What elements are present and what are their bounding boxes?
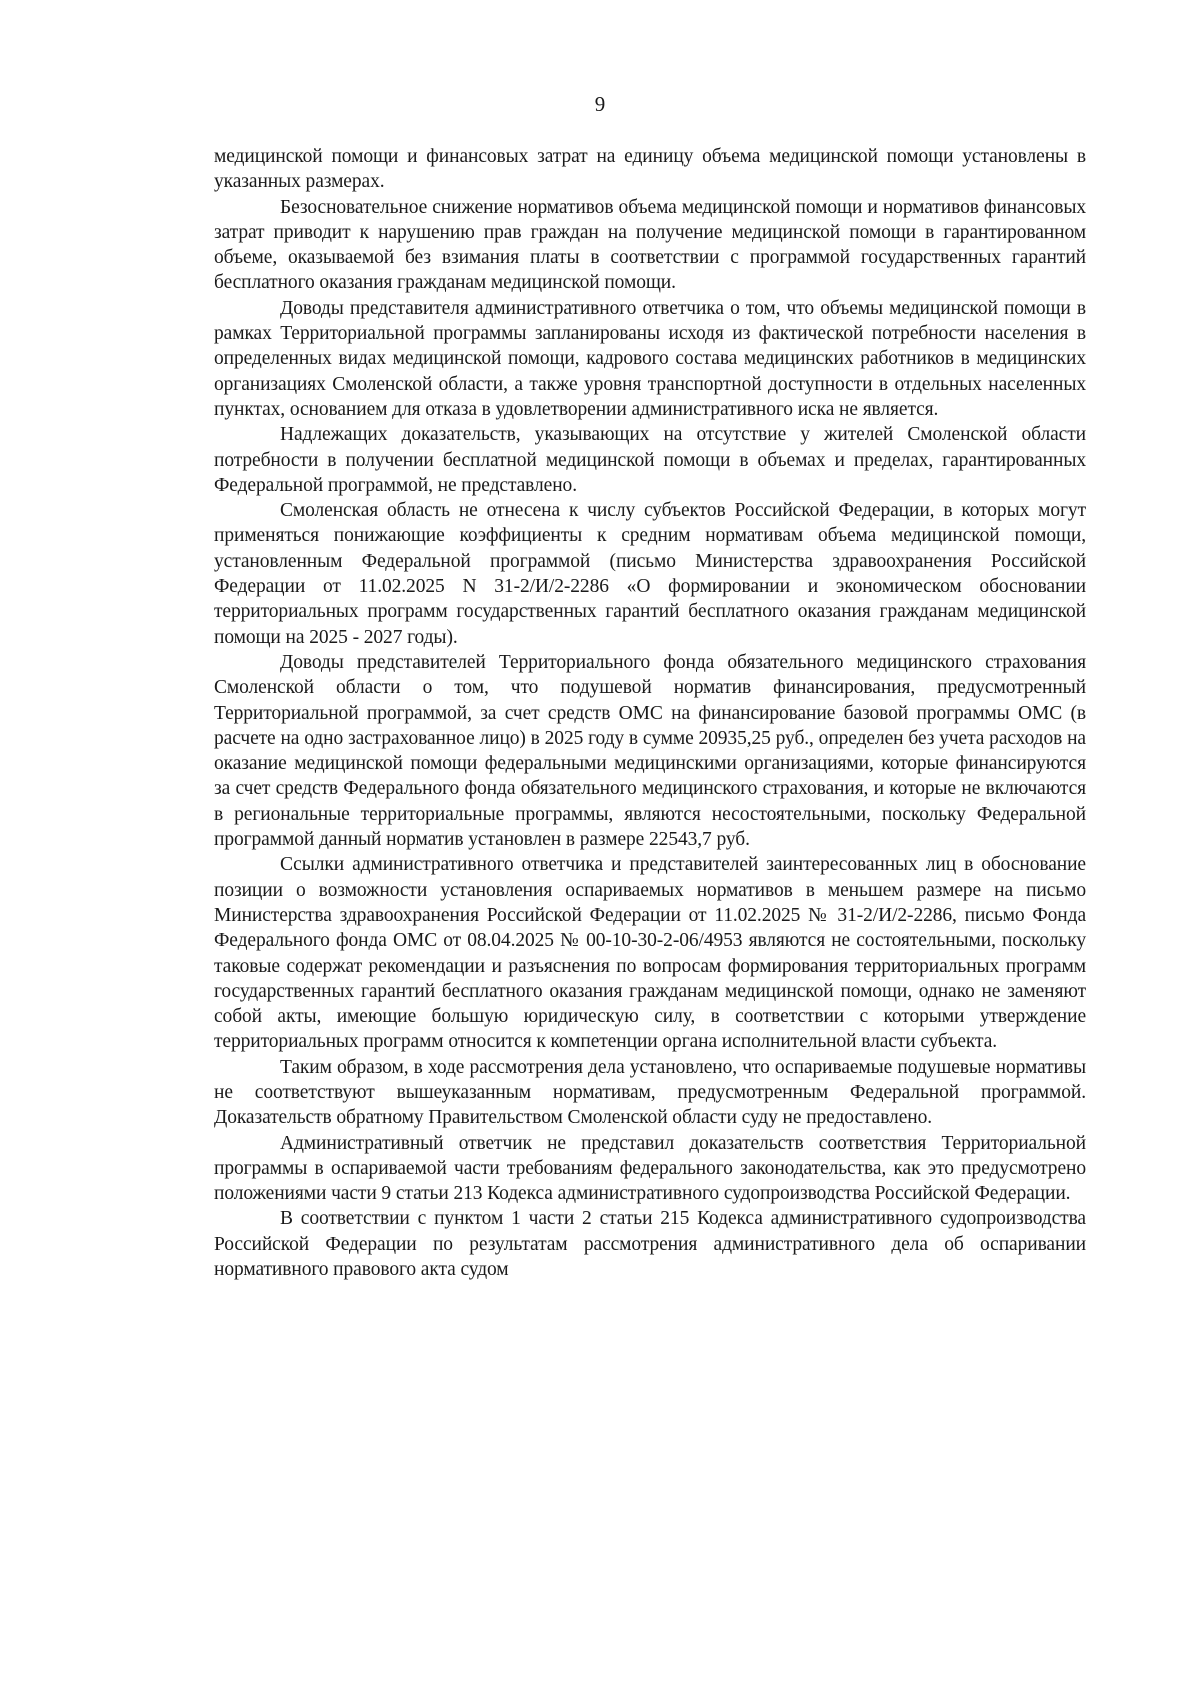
paragraph: Безосновательное снижение нормативов объема медицинской помощи и нормативов финансовых затрат приводит к нарушению прав граждан на получение медицинской помощи в гарантированном объеме, оказываемой без взимания платы в соответствии с программой государственных гарантий бесплатного оказания гражданам медицинской помощи.: [214, 196, 1086, 294]
paragraph: Административный ответчик не представил доказательств соответствия Территориальной программы в оспариваемой части требованиям федерального законодательства, как это предусмотрено положениями части 9 статьи 213 Кодекса административного судопроизводства Российской Федерации.: [214, 1132, 1086, 1205]
paragraph: Таким образом, в ходе рассмотрения дела установлено, что оспариваемые подушевые нормативы не соответствуют вышеуказанным нормативам, предусмотренным Федеральной программой. Доказательств обратному Правительством Смоленской области суду не предоставлено.: [214, 1056, 1086, 1129]
paragraph: Доводы представителя административного ответчика о том, что объемы медицинской помощи в рамках Территориальной программы запланированы исходя из фактической потребности населения в определенных видах медицинской помощи, кадрового состава медицинских работников в медицинских организациях Смоленской области, а также уровня транспортной доступности в отдельных населенных пунктах, основанием для отказа в удовлетворении административного иска не является.: [214, 297, 1086, 420]
paragraph-continued: медицинской помощи и финансовых затрат на единицу объема медицинской помощи установлены в указанных размерах.: [214, 146, 1086, 193]
paragraph: Доводы представителей Территориального фонда обязательного медицинского страхования Смоленской области о том, что подушевой норматив финансирования, предусмотренный Территориальной программой, за счет средств ОМС на финансирование базовой программы ОМС (в расчете на одно застрахованное лицо) в 2025 году в сумме 20935,25 руб., определен без учета расходов на оказание медицинской помощи федеральными медицинскими организациями, которые финансируются за счет средств Федерального фонда обязательного медицинского страхования, и которые не включаются в региональные территориальные программы, являются несостоятельными, поскольку Федеральной программой данный норматив установлен в размере 22543,7 руб.: [214, 651, 1086, 851]
paragraph: Смоленская область не отнесена к числу субъектов Российской Федерации, в которых могут применяться понижающие коэффициенты к средним нормативам объема медицинской помощи, установленным Федеральной программой (письмо Министерства здравоохранения Российской Федерации от 11.02.2025 N 31-2/И/2-2286 «О формировании и экономическом обосновании территориальных программ государственных гарантий бесплатного оказания гражданам медицинской помощи на 2025 - 2027 годы).: [214, 500, 1086, 648]
paragraph: Ссылки административного ответчика и представителей заинтересованных лиц в обоснование позиции о возможности установления оспариваемых нормативов в меньшем размере на письмо Министерства здравоохранения Российской Федерации от 11.02.2025 № 31-2/И/2-2286, письмо Фонда Федерального фонда ОМС от 08.04.2025 № 00-10-30-2-06/4953 являются не состоятельными, поскольку таковые содержат рекомендации и разъяснения по вопросам формирования территориальных программ государственных гарантий бесплатного оказания гражданам медицинской помощи, однако не заменяют собой акты, имеющие большую юридическую силу, в соответствии с которыми утверждение территориальных программ относится к компетенции органа исполнительной власти субъекта.: [214, 854, 1086, 1053]
page-number: 9: [594, 92, 606, 116]
document-body: [214, 144, 1086, 1282]
paragraph: Надлежащих доказательств, указывающих на отсутствие у жителей Смоленской области потребности в получении бесплатной медицинской помощи в объемах и пределах, гарантированных Федеральной программой, не представлено.: [214, 424, 1086, 496]
paragraph: В соответствии с пунктом 1 части 2 статьи 215 Кодекса административного судопроизводства Российской Федерации по результатам рассмотрения административного дела об оспаривании нормативного правового акта судом: [214, 1208, 1086, 1281]
